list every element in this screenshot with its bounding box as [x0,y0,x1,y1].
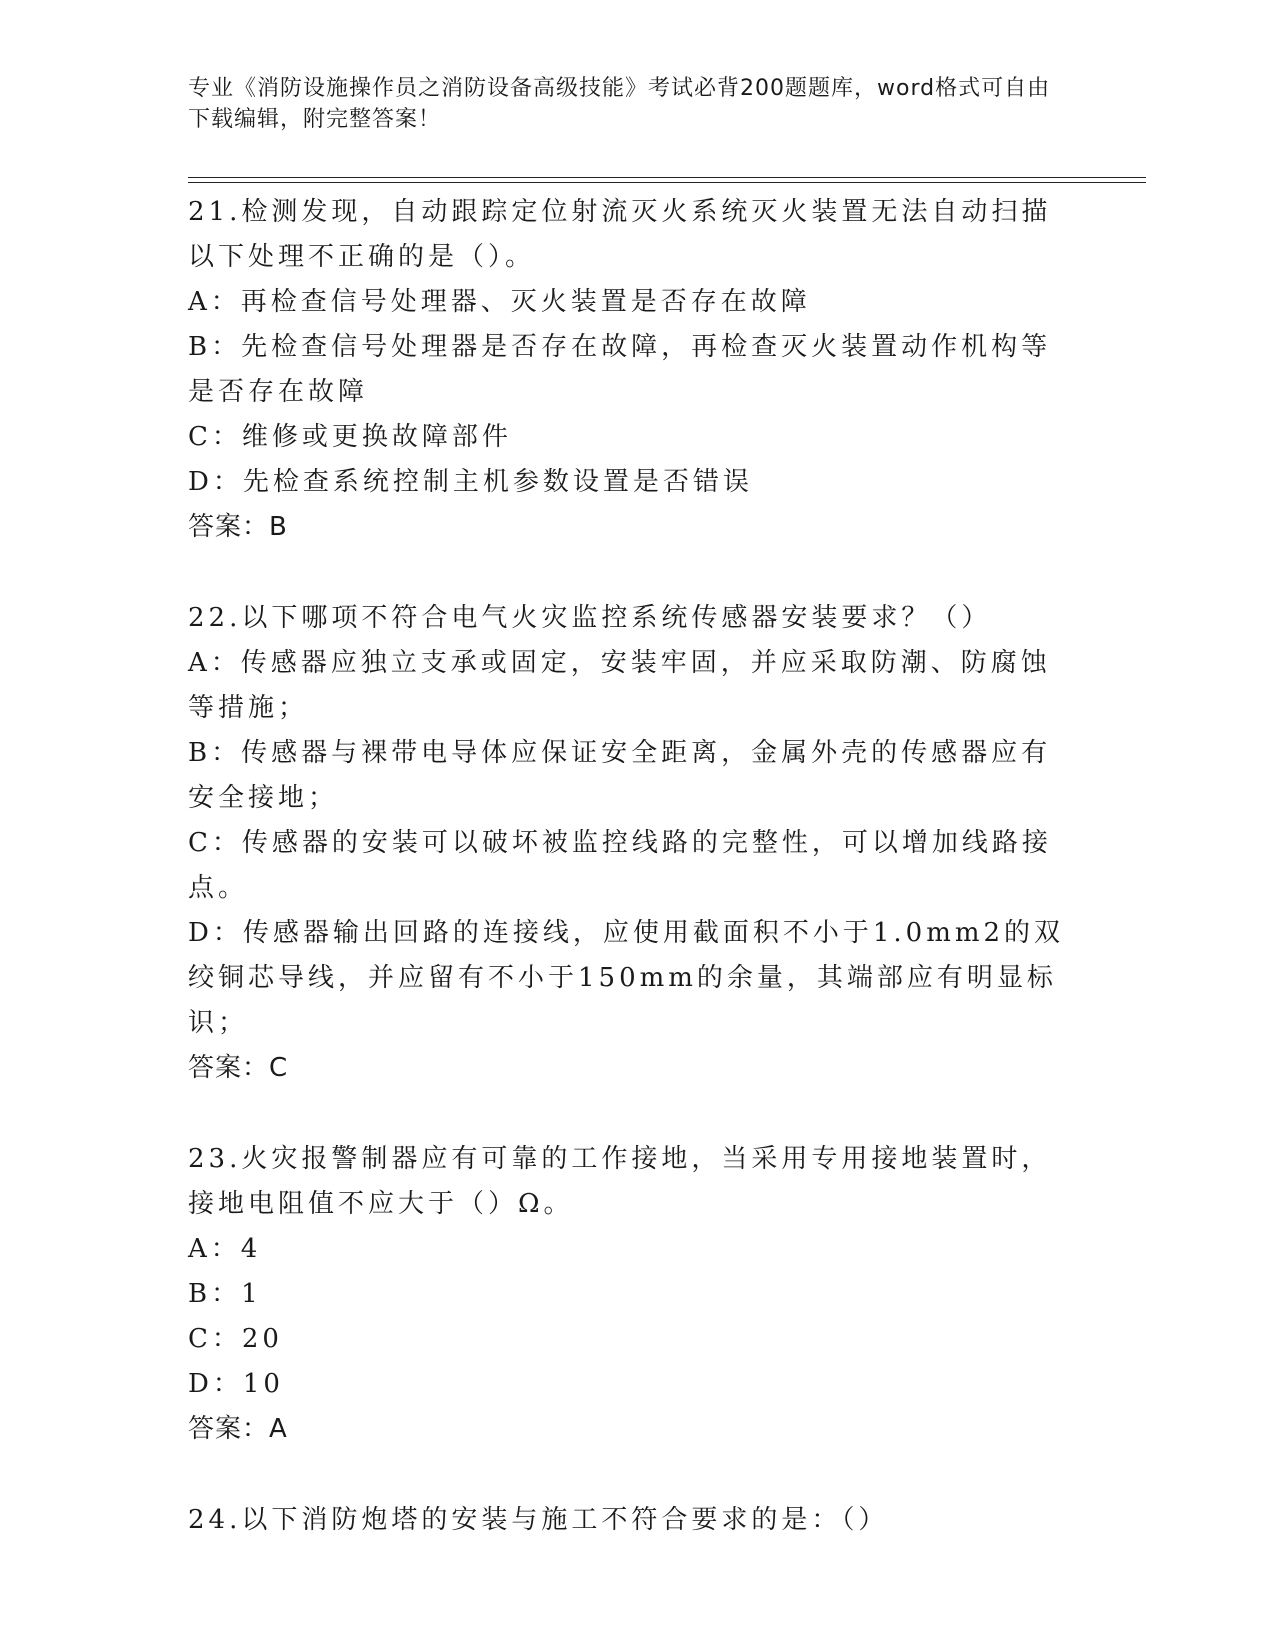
option-d: D：先检查系统控制主机参数设置是否错误 [188,467,753,497]
option-c: C：维修或更换故障部件 [188,422,512,452]
option-b: B：1 [188,1279,262,1309]
answer-line: 答案：B [188,512,288,542]
answer-line: 答案：C [188,1053,289,1083]
option-c: C：20 [188,1324,283,1354]
question-21 [188,190,1068,550]
option-a: A：传感器应独立支承或固定，安装牢固，并应采取防潮、防腐蚀等措施； [188,648,1051,723]
option-b: B：传感器与裸带电导体应保证安全距离，金属外壳的传感器应有安全接地； [188,738,1052,813]
header-divider-top [188,177,1146,178]
question-24 [188,1498,1068,1543]
option-b: B：先检查信号处理器是否存在故障，再检查灭火装置动作机构等是否存在故障 [188,332,1052,407]
question-list [188,190,1068,1589]
option-d: D：10 [188,1369,284,1399]
answer-line: 答案：A [188,1414,288,1444]
question-stem: 23.火灾报警制器应有可靠的工作接地，当采用专用接地装置时，接地电阻值不应大于（）Ω。 [188,1144,1052,1219]
option-d: D：传感器输出回路的连接线，应使用截面积不小于1.0mm2的双绞铜芯导线，并应留有不小于150mm的余量，其端部应有明显标识； [188,918,1065,1038]
question-stem: 24.以下消防炮塔的安装与施工不符合要求的是：（） [188,1505,889,1535]
question-22 [188,596,1068,1091]
header-divider-bottom [188,182,1146,183]
option-a: A：4 [188,1234,262,1264]
option-c: C：传感器的安装可以破坏被监控线路的完整性，可以增加线路接点。 [188,828,1052,903]
document-header: 专业《消防设施操作员之消防设备高级技能》考试必背200题题库，word格式可自由下载编辑，附完整答案！ [188,76,1051,132]
question-stem: 22.以下哪项不符合电气火灾监控系统传感器安装要求？（） [188,603,992,633]
option-a: A：再检查信号处理器、灭火装置是否存在故障 [188,287,811,317]
question-23 [188,1137,1068,1452]
question-stem: 21.检测发现，自动跟踪定位射流灭火系统灭火装置无法自动扫描以下处理不正确的是（）。 [188,197,1052,272]
